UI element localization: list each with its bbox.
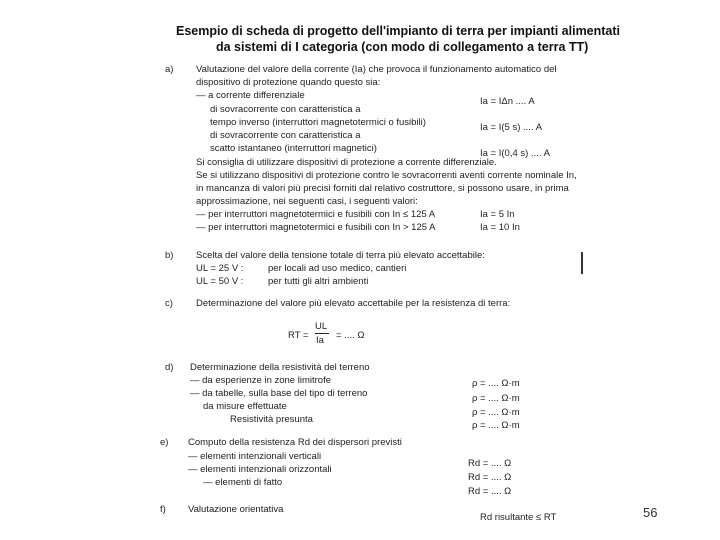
section-d-line: — da tabelle, sulla base del tipo di terreno [190,388,368,399]
page-number: 56 [643,505,658,520]
section-b-line: per tutti gli altri ambienti [268,276,369,287]
section-c-line: Determinazione del valore più elevato accettabile per la resistenza di terra: [196,298,511,309]
section-d-label: d) [165,362,174,373]
section-a-line: Se si utilizzano dispositivi di protezione contro le sovracorrenti aventi corrente nominale In, [196,170,577,181]
section-c-label: c) [165,298,173,309]
section-d-line: da misure effettuate [203,401,287,412]
section-e-line: Computo della resistenza Rd dei dispersori previsti [188,437,402,448]
formula-fraction [315,321,331,349]
section-e-line: — elementi intenzionali verticali [188,451,322,462]
section-d-line: Resistività presunta [230,414,313,425]
section-b-line: per locali ad uso medico, cantieri [268,263,407,274]
section-a-label: a) [165,64,174,75]
formula-denominator: Ia [316,335,324,346]
section-a-line: Valutazione del valore della corrente (Ia) che provoca il funzionamento automatico del [196,64,557,75]
section-a-line: — a corrente differenziale [196,90,305,101]
section-a-value: Ia = 10 In [480,222,520,233]
section-a-line: tempo inverso (interruttori magnetotermici o fusibili) [210,117,426,128]
section-a-line: approssimazione, nei seguenti casi, i seguenti valori: [196,196,418,207]
section-a-line: dispositivo di protezione quando questo sia: [196,77,381,88]
section-a-line: — per interruttori magnetotermici e fusibili con In > 125 A [196,222,436,233]
section-d-value: ρ = .... Ω·m [472,378,520,389]
document-title-line-2: da sistemi di I categoria (con modo di collegamento a terra TT) [216,40,589,54]
section-a-line: scatto istantaneo (interruttori magnetici) [210,143,377,154]
section-b-label: b) [165,250,174,261]
section-a-line: in mancanza di valori più precisi forniti dal relativo costruttore, si possono usare, in prima [196,183,569,194]
section-e-value: Rd = .... Ω [468,472,512,483]
document-title-line-1: Esempio di scheda di progetto dell'impianto di terra per impianti alimentati [176,24,621,38]
section-a-value: Ia = IΔn .... A [480,96,535,107]
section-e-value: Rd = .... Ω [468,458,512,469]
formula-rhs: = .... Ω [336,330,365,341]
fraction-line [315,333,329,334]
section-b-line: Scelta del valore della tensione totale di terra più elevato accettabile: [196,250,485,261]
formula-lhs: RT = [288,330,309,341]
section-f-label: f) [160,504,166,515]
section-e-label: e) [160,437,169,448]
section-d-line: Determinazione della resistività del terreno [190,362,370,373]
section-d-value: ρ = .... Ω·m [472,393,520,404]
section-f-line: Valutazione orientativa [188,504,284,515]
section-a-value: Ia = I(5 s) .... A [480,122,543,133]
section-a-value: Ia = 5 In [480,209,515,220]
section-d-value: ρ = .... Ω·m [472,420,520,431]
section-f-value: Rd risultante ≤ RT [480,512,557,523]
section-b-line: UL = 25 V : [196,263,244,274]
formula-numerator: UL [315,321,328,332]
margin-bar [581,252,583,274]
section-e-line: — elementi intenzionali orizzontali [188,464,332,475]
section-d-line: — da esperienze in zone limitrofe [190,375,331,386]
section-a-line: — per interruttori magnetotermici e fusibili con In ≤ 125 A [196,209,436,220]
section-b-line: UL = 50 V : [196,276,244,287]
section-e-value: Rd = .... Ω [468,486,512,497]
section-a-line: Si consiglia di utilizzare dispositivi di protezione a corrente differenziale. [196,157,497,168]
section-a-value: Ia = I(0,4 s) .... A [480,148,550,159]
section-a-line: di sovracorrente con caratteristica a [210,130,361,141]
section-a-line: di sovracorrente con caratteristica a [210,104,361,115]
section-e-line: — elementi di fatto [203,477,283,488]
section-d-value: ρ = .... Ω·m [472,407,520,418]
